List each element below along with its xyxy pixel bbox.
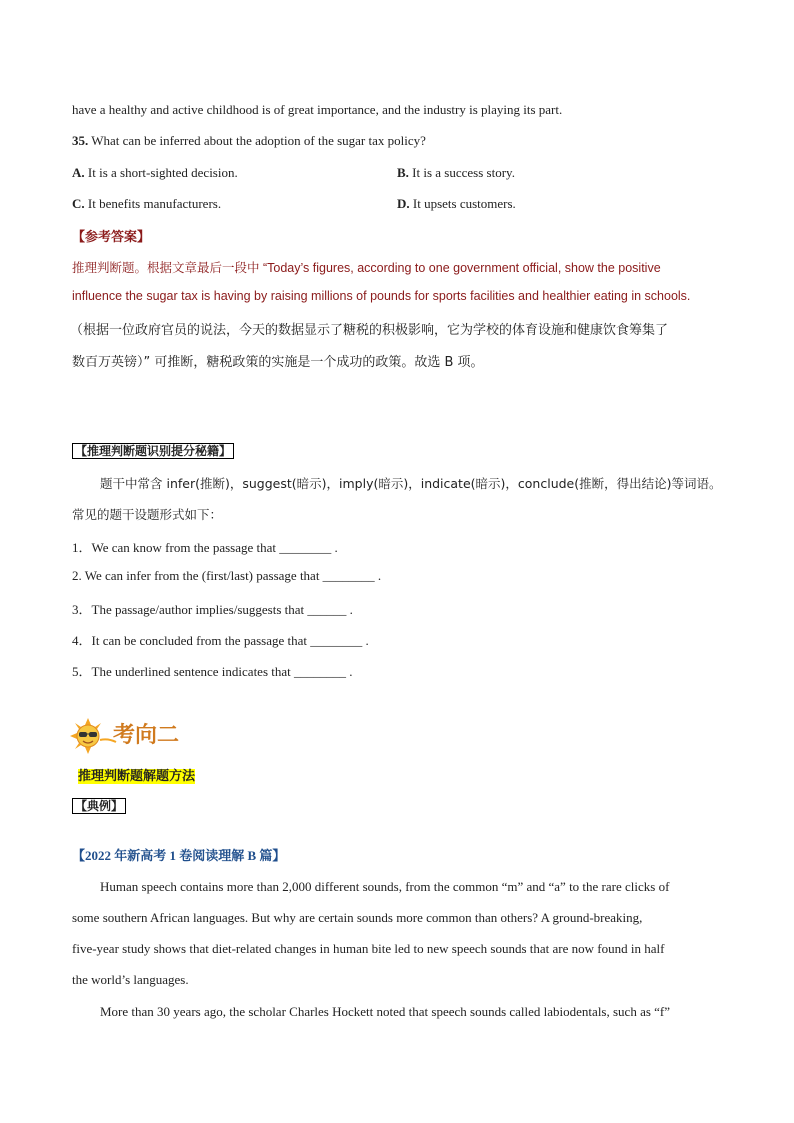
option-text: It benefits manufacturers. [84,196,222,211]
passage-line-2: some southern African languages. But why are certain sounds more common than others? A ground-breaking, [72,910,643,925]
tips-item-5: 5．The underlined sentence indicates that ________ . [72,664,353,679]
sun-with-sunglasses-icon [70,718,118,754]
passage-line-1: Human speech contains more than 2,000 different sounds, from the common “m” and “a” to the rare clicks of [100,879,670,894]
tips-item-1: 1．We can know from the passage that ________ . [72,540,338,555]
example-label [72,797,126,814]
option-d [397,196,516,212]
option-b [397,165,515,181]
question-text: What can be inferred about the adoption of the sugar tax policy? [88,133,426,148]
option-a [72,165,238,181]
option-c [72,196,221,212]
section-title: 考向二 [113,723,180,748]
tips-item-2: 2. We can infer from the (first/last) passage that ________ . [72,568,382,583]
tips-intro-1: 题干中常含 infer(推断)，suggest(暗示)，imply(暗示)，indicate(暗示)，conclude(推断，得出结论)等词语。 [100,476,722,491]
question-35 [72,133,426,149]
passage-line-4: the world’s languages. [72,972,189,987]
option-text: It is a success story. [408,165,515,180]
tips-intro-2: 常见的题干设题形式如下： [72,507,223,522]
example-source: 【2022 年新高考 1 卷阅读理解 B 篇】 [72,848,286,863]
example-label-text: 【典例】 [72,798,126,814]
section-subtitle [78,765,195,784]
tips-heading [72,442,234,459]
passage-line-5: More than 30 years ago, the scholar Charles Hockett noted that speech sounds called labiodentals, such as “f” [100,1004,671,1019]
option-letter: B. [397,165,409,180]
answer-heading: 【参考答案】 [72,230,151,245]
answer-line-3: （根据一位政府官员的说法，今天的数据显示了糖税的积极影响，它为学校的体育设施和健康饮食筹集了 [70,323,669,338]
option-text: It upsets customers. [409,196,516,211]
passage-line-3: five-year study shows that diet-related changes in human bite led to new speech sounds that are now found in half [72,941,665,956]
answer-line-4: 数百万英镑）” 可推断，糖税政策的实施是一个成功的政策。故选 B 项。 [72,355,484,370]
question-number: 35. [72,133,89,148]
option-letter: A. [72,165,85,180]
option-letter: C. [72,196,85,211]
option-text: It is a short-sighted decision. [84,165,238,180]
tips-item-3: 3．The passage/author implies/suggests that ______ . [72,602,353,617]
option-letter: D. [397,196,410,211]
tips-item-4: 4．It can be concluded from the passage that ________ . [72,633,369,648]
answer-line-1: 推理判断题。根据文章最后一段中 “Today’s figures, according to one government official, show the positive [72,261,661,275]
section-subtitle-label: 推理判断题解题方法 [78,769,196,784]
answer-line-2: influence the sugar tax is having by raising millions of pounds for sports facilities and healthier eating in schools. [72,289,691,303]
tips-heading-label: 【推理判断题识别提分秘籍】 [72,443,234,459]
passage-end-line: have a healthy and active childhood is of great importance, and the industry is playing its part. [72,102,563,117]
